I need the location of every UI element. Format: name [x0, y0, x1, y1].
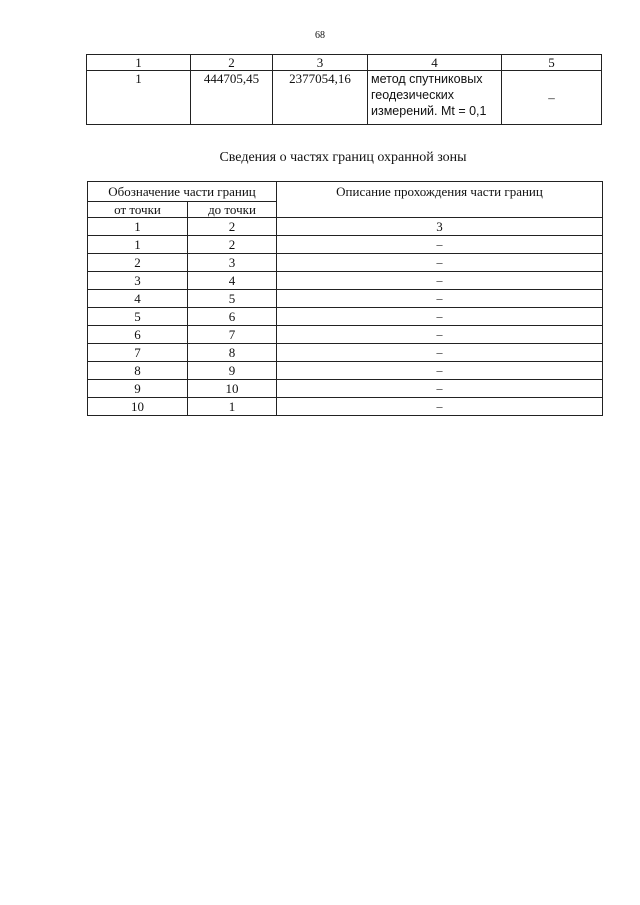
header-group: Обозначение части границ [88, 182, 277, 202]
table-row [88, 344, 603, 362]
from-point: 2 [88, 254, 188, 272]
coordinates-row [87, 71, 602, 125]
from-point: 7 [88, 344, 188, 362]
part-description: – [277, 398, 603, 416]
from-point: 3 [88, 272, 188, 290]
col-header-4: 4 [368, 55, 502, 71]
part-description: – [277, 344, 603, 362]
to-point: 8 [188, 344, 277, 362]
from-point: 8 [88, 362, 188, 380]
coordinates-table [86, 54, 602, 125]
part-description: – [277, 362, 603, 380]
to-point: 5 [188, 290, 277, 308]
number-cell: 1 [88, 218, 188, 236]
method-line: измерений. Mt = 0,1 [371, 104, 487, 118]
number-cell: 3 [277, 218, 603, 236]
part-description: – [277, 380, 603, 398]
parts-header-row [88, 182, 603, 202]
from-point: 6 [88, 326, 188, 344]
part-description: – [277, 308, 603, 326]
method-line: геодезических [371, 88, 455, 102]
to-point: 7 [188, 326, 277, 344]
part-description: – [277, 236, 603, 254]
table-row [88, 362, 603, 380]
parts-number-row [88, 218, 603, 236]
number-cell: 2 [188, 218, 277, 236]
table-row [88, 272, 603, 290]
col5-value: – [502, 71, 602, 125]
method-line: метод спутниковых [371, 72, 483, 86]
table-row [88, 254, 603, 272]
boundary-parts-table [87, 181, 603, 416]
table-row [88, 236, 603, 254]
header-description: Описание прохождения части границ [277, 182, 603, 218]
point-number: 1 [87, 71, 191, 125]
coord-x: 444705,45 [191, 71, 273, 125]
coord-y: 2377054,16 [273, 71, 368, 125]
table-row [88, 308, 603, 326]
page-number: 68 [315, 30, 325, 41]
from-point: 5 [88, 308, 188, 326]
header-to: до точки [188, 202, 277, 218]
to-point: 10 [188, 380, 277, 398]
col-header-1: 1 [87, 55, 191, 71]
table-row [88, 380, 603, 398]
col-header-3: 3 [273, 55, 368, 71]
method-description [368, 71, 502, 125]
to-point: 9 [188, 362, 277, 380]
to-point: 1 [188, 398, 277, 416]
from-point: 1 [88, 236, 188, 254]
col-header-5: 5 [502, 55, 602, 71]
col-header-2: 2 [191, 55, 273, 71]
part-description: – [277, 290, 603, 308]
from-point: 9 [88, 380, 188, 398]
to-point: 6 [188, 308, 277, 326]
table-row [88, 290, 603, 308]
from-point: 4 [88, 290, 188, 308]
part-description: – [277, 326, 603, 344]
to-point: 2 [188, 236, 277, 254]
to-point: 4 [188, 272, 277, 290]
part-description: – [277, 272, 603, 290]
to-point: 3 [188, 254, 277, 272]
header-from: от точки [88, 202, 188, 218]
section-title: Сведения о частях границ охранной зоны [219, 150, 467, 165]
coordinates-header-row [87, 55, 602, 71]
from-point: 10 [88, 398, 188, 416]
table-row [88, 398, 603, 416]
part-description: – [277, 254, 603, 272]
table-row [88, 326, 603, 344]
